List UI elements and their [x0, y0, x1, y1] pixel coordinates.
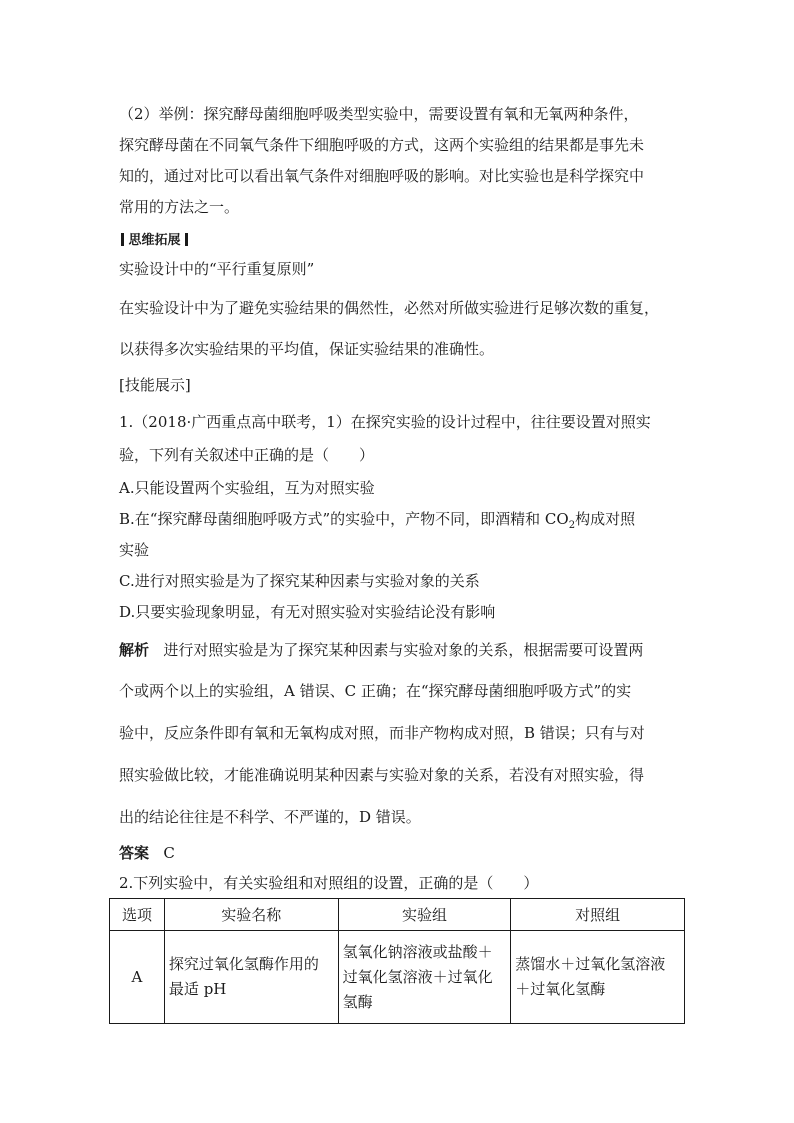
- q2-stem: 2.下列实验中，有关实验组和对照组的设置，正确的是（ ）: [119, 874, 539, 892]
- q1-option-b-sub: 2: [568, 520, 576, 531]
- q1-option-d: D.只要实验现象明显，有无对照实验对实验结论没有影响: [119, 603, 496, 621]
- table-row: [110, 931, 685, 1024]
- q1-stem-line-1: 1.（2018·广西重点高中联考，1）在探究实验的设计过程中，往往要设置对照实: [119, 413, 651, 431]
- analysis-text-1: 进行对照实验是为了探究某种因素与实验对象的关系，根据需要可设置两: [163, 641, 644, 659]
- q1-analysis-line-4: 照实验做比较，才能准确说明某种因素与实验对象的关系，若没有对照实验，得: [119, 766, 645, 784]
- q1-analysis-line-1: [119, 639, 643, 660]
- q1-option-b-pre: B.在“探究酵母菌细胞呼吸方式”的实验中，产物不同，即酒精和 CO: [119, 510, 569, 528]
- q1-option-c: C.进行对照实验是为了探究某种因素与实验对象的关系: [119, 572, 480, 590]
- q1-option-a: A.只能设置两个实验组，互为对照实验: [119, 479, 375, 497]
- q1-option-b-post: 构成对照: [575, 510, 636, 528]
- table-header-row: [110, 899, 685, 931]
- thinking-line-2: 以获得多次实验结果的平均值，保证实验结果的准确性。: [119, 340, 495, 358]
- tag-bar-right: [185, 233, 188, 246]
- q1-stem-line-2: 验，下列有关叙述中正确的是（ ）: [119, 446, 375, 464]
- thinking-title: 实验设计中的“平行重复原则”: [119, 260, 315, 278]
- q1-option-b: [119, 508, 635, 531]
- cell-experimental-group: 氢氧化钠溶液或盐酸＋过氧化氢溶液＋过氧化氢酶: [338, 931, 511, 1024]
- analysis-label: 解析: [119, 641, 150, 659]
- header-option: 选项: [110, 899, 165, 931]
- example-line-1: （2）举例：探究酵母菌细胞呼吸类型实验中，需要设置有氧和无氧两种条件，: [119, 105, 639, 123]
- header-control-group: 对照组: [511, 899, 685, 931]
- answer-label: 答案: [119, 844, 150, 862]
- q1-analysis-line-2: 个或两个以上的实验组，A 错误、C 正确；在“探究酵母菌细胞呼吸方式”的实: [119, 682, 632, 700]
- cell-option: A: [110, 931, 165, 1024]
- thinking-line-1: 在实验设计中为了避免实验结果的偶然性，必然对所做实验进行足够次数的重复，: [119, 299, 660, 317]
- q2-table: [109, 898, 685, 1024]
- q1-option-b-line-2: 实验: [119, 541, 150, 559]
- cell-experiment-name: 探究过氧化氢酶作用的最适 pH: [164, 931, 338, 1024]
- skill-heading: [技能展示]: [119, 376, 191, 394]
- q1-analysis-line-5: 出的结论往往是不科学、不严谨的，D 错误。: [119, 808, 421, 826]
- tag-bar-left: [121, 233, 124, 246]
- q1-answer: [119, 842, 175, 863]
- answer-value: C: [163, 844, 175, 862]
- thinking-tag-label: 思维拓展: [128, 233, 181, 248]
- cell-control-group: 蒸馏水＋过氧化氢溶液＋过氧化氢酶: [511, 931, 685, 1024]
- example-line-2: 探究酵母菌在不同氧气条件下细胞呼吸的方式，这两个实验组的结果都是事先未: [119, 136, 645, 154]
- header-experimental-group: 实验组: [338, 899, 511, 931]
- example-line-4: 常用的方法之一。: [119, 198, 240, 216]
- header-experiment-name: 实验名称: [164, 899, 338, 931]
- example-line-3: 知的，通过对比可以看出氧气条件对细胞呼吸的影响。对比实验也是科学探究中: [119, 167, 645, 185]
- thinking-tag: [119, 229, 190, 248]
- q1-analysis-line-3: 验中，反应条件即有氧和无氧构成对照，而非产物构成对照，B 错误；只有与对: [119, 724, 645, 742]
